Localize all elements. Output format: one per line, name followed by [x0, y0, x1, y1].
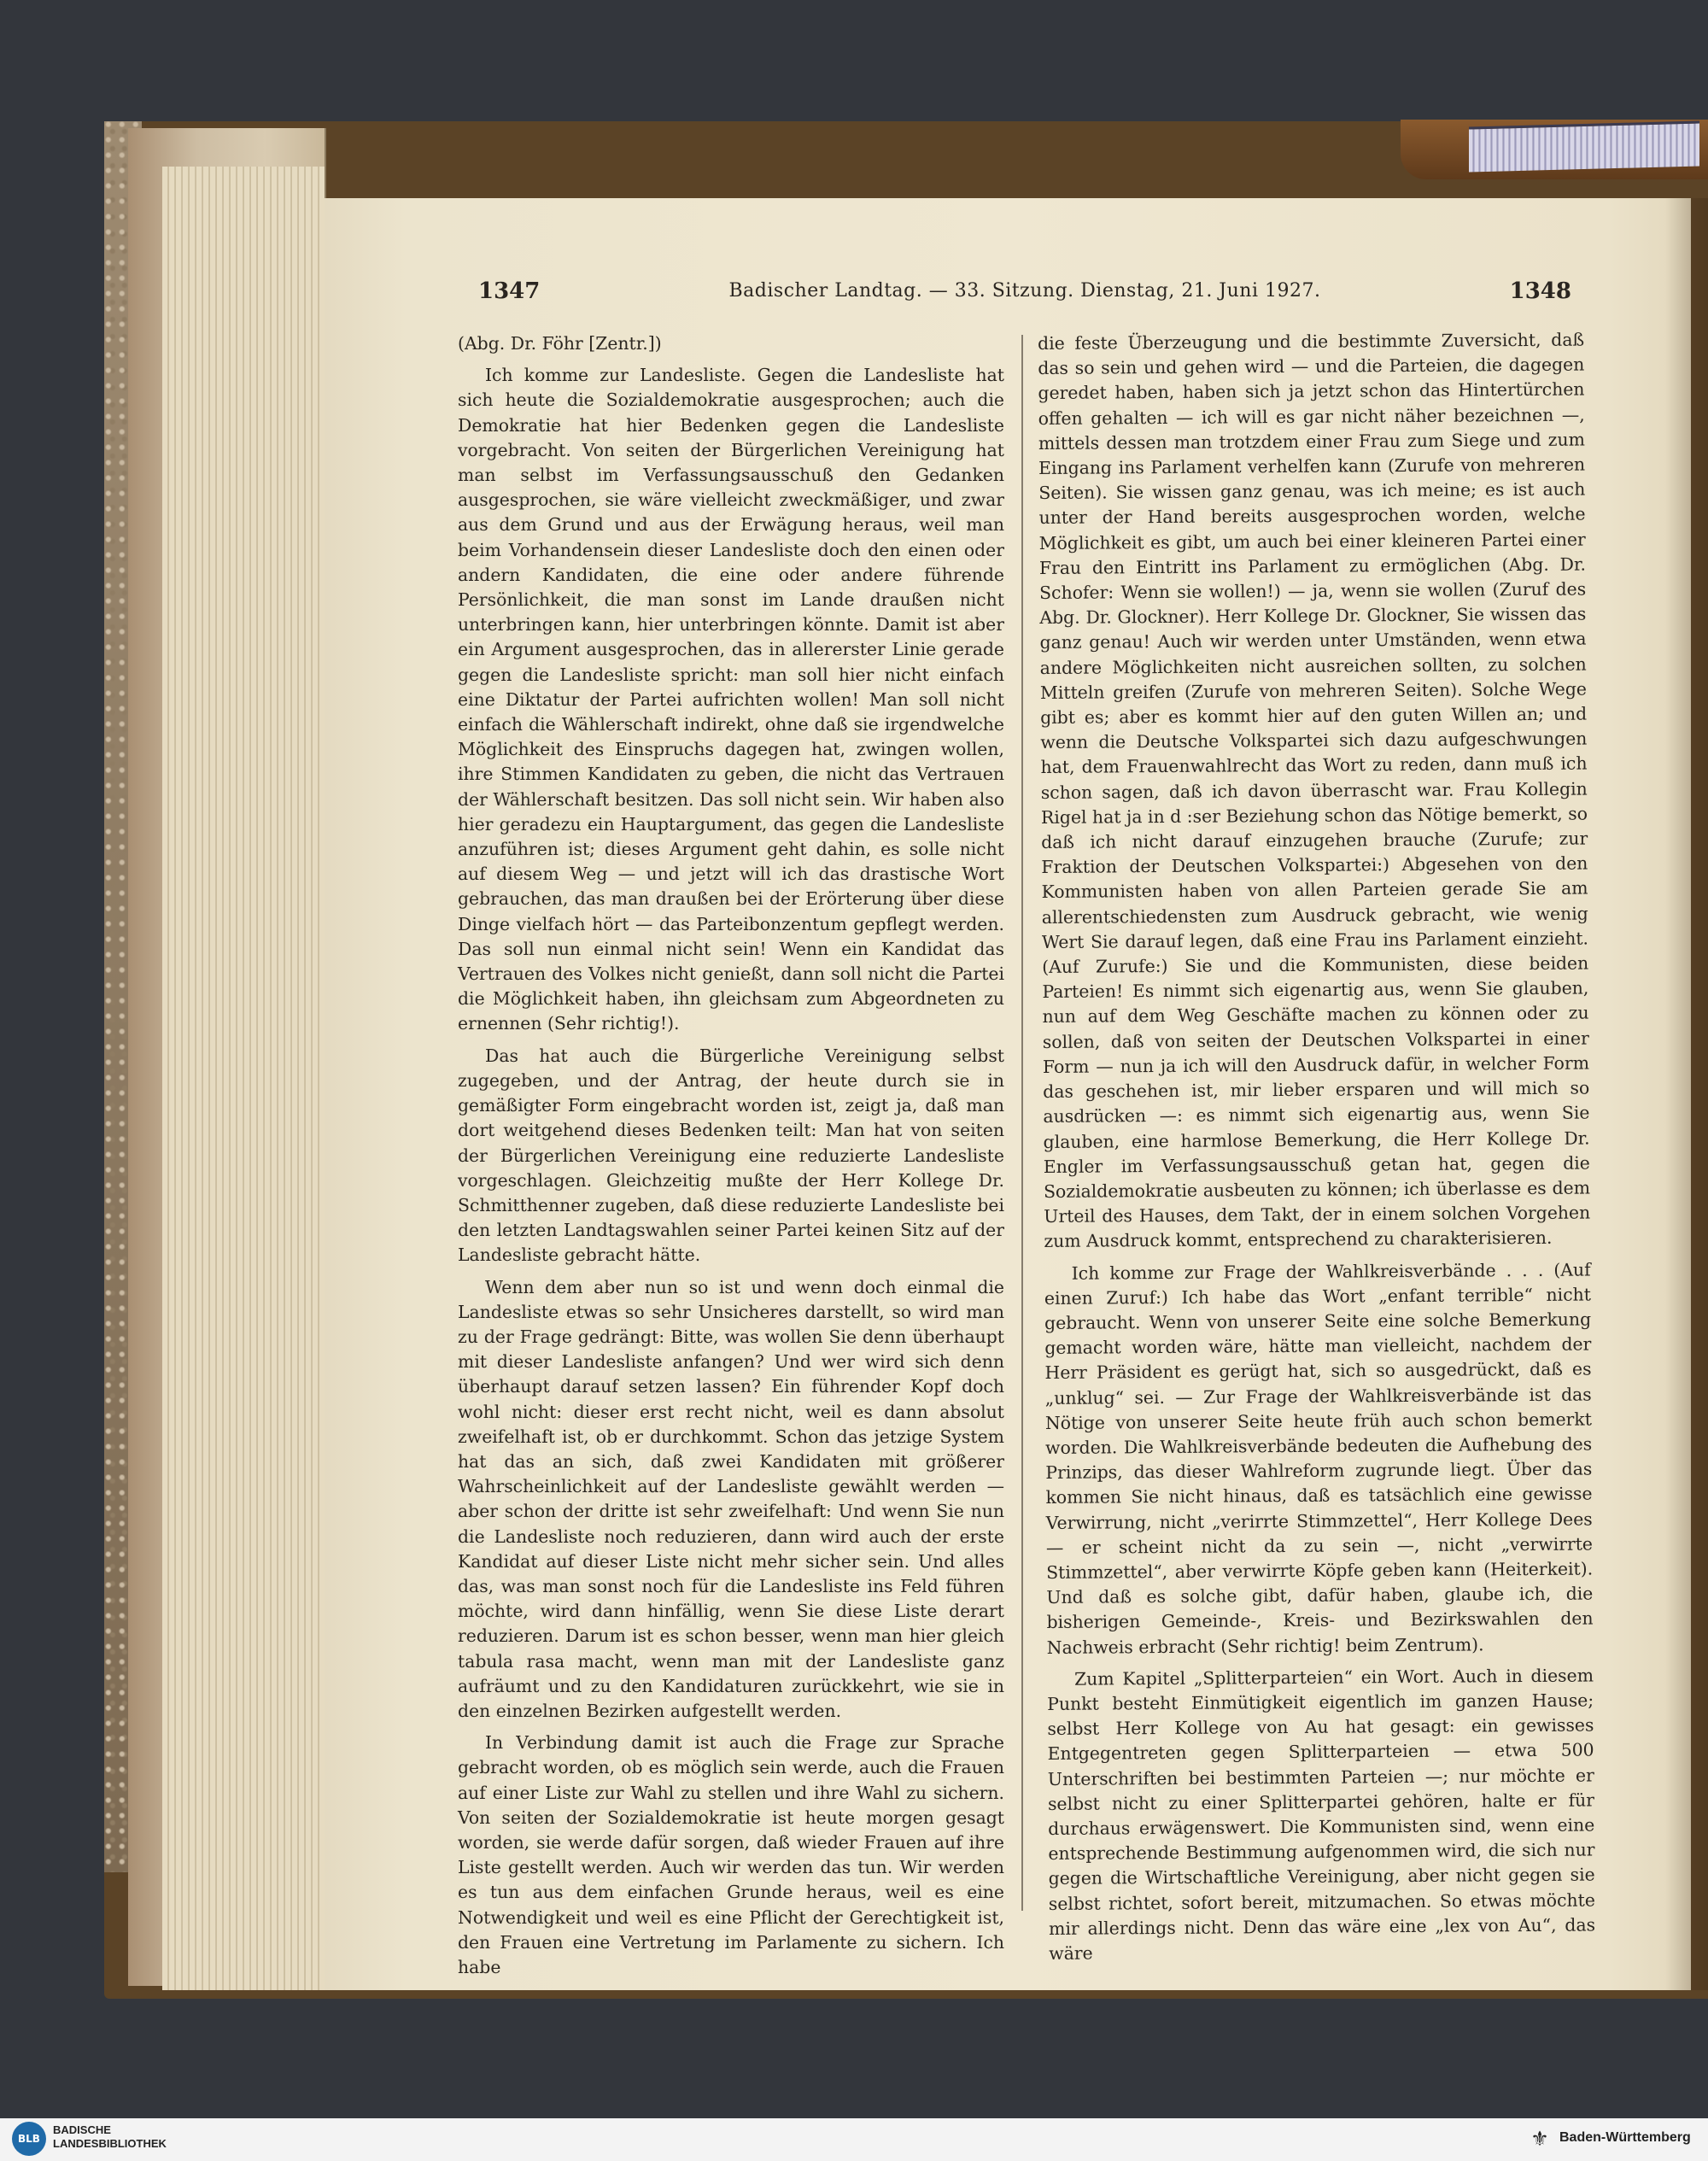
- paragraph: die feste Überzeugung und die bestimmte Zuversicht, daß das so sein und gehen wird — und die Parteien, die dagegen geredet haben, haben sich ja jetzt schon das Hintertürchen offen gehalten — ich will es gar nicht näher bezeichnen —, mittels dessen man trotzdem einer Frau zum Siege und zum Eingang ins Parlament verhelfen kann (Zurufe von mehreren Seiten). Sie wissen ganz genau, was ich meine; es ist auch unter der Hand bereits ausgesprochen worden, welche Möglichkeit es gibt, um auch bei einer kleineren Partei einer Frau den Eintritt ins Parlament zu ermöglichen (Abg. Dr. Schofer: Wenn sie wollen!) — ja, wenn sie wollen (Zuruf des Abg. Dr. Glockner). Herr Kollege Dr. Glockner, Sie wissen das ganz genau! Auch wir werden unter Umständen, wenn etwa andere Möglichkeiten nicht ausreichen sollten, zu solchen Mitteln greifen (Zurufe von mehreren Seiten). Solche Wege gibt es; aber es kommt hier auf den guten Willen an; und wenn die Deutsche Volkspartei sich dazu aufgeschwungen hat, dem Frauenwahlrecht das Wort zu reden, dann muß ich schon sagen, daß ich davon überrascht war. Frau Kollegin Rigel hat ja in d :ser Beziehung schon das Nötige bemerkt, so daß ich nicht darauf einzugehen brauche (Zurufe; zur Fraktion der Deutschen Volkspartei:) Abgesehen von den Kommunisten haben von allen Parteien gerade Sie am allerentschiedensten zum Ausdruck gebracht, wie wenig Wert Sie darauf legen, daß eine Frau ins Parlament einzieht. (Auf Zurufe:) Sie und die Kommunisten, diese beiden Parteien! Es nimmt sich eigenartig aus, wenn Sie glauben, nun auf dem Weg Geschäfte machen zu können oder zu sollen, daß von seiten der Deutschen Volkspartei in einer Form — nun ja ich will den Ausdruck dafür, in welcher Form das geschehen ist, mir lieber ersparen und will mich so ausdrücken —: es nimmt sich eigenartig aus, wenn Sie glauben, eine harmlose Bemerkung, die Herr Kollege Dr. Engler im Verfassungsausschuß getan hat, gegen die Sozialdemokratie ausbeuten zu können; ich überlasse es dem Urteil des Hauses, dem Takt, der in einem solchen Vorgehen zum Ausdruck kommt, entsprechend zu charakterisieren.: [1038, 329, 1591, 1252]
- paragraph: In Verbindung damit ist auch die Frage zur Sprache gebracht worden, ob es möglich sein werde, auch die Frauen auf einer Liste zur Wahl zu stellen und ihre Wahl zu sichern. Von seiten der Sozialdemokratie ist heute morgen gesagt worden, sie werde dafür sorgen, daß wieder Frauen auf ihre Liste gestellt werden. Auch wir werden das tun. Wir werden es tun aus dem einfachen Grunde heraus, weil es eine Notwendigkeit und weil es eine Pflicht der Gerechtigkeit ist, den Frauen eine Vertretung im Parlamente zu sichern. Ich habe: [458, 1732, 1004, 1977]
- running-title: Badischer Landtag. — 33. Sitzung. Dienstag, 21. Juni 1927.: [728, 280, 1321, 302]
- viewer-footer: [0, 2118, 1708, 2161]
- coat-of-arms-icon: ⚜: [1530, 2127, 1549, 2151]
- page-number-left: 1347: [478, 278, 541, 304]
- page-edge-ribbon: [1469, 120, 1699, 172]
- paragraph: Zum Kapitel „Splitterparteien“ ein Wort. Auch in diesem Punkt besteht Einmütigkeit eigentlich im ganzen Hause; selbst Herr Kollege von Au hat gesagt: ein gewisses Entgegentreten gegen Splitterparteien — etwa 500 Unterschriften bei bestimmten Parteien —; nur möchte er selbst nicht zu einer Splitterpartei gehören, halte er für durchaus erwägenswert. Die Kommunisten sind, wenn eine entsprechende Bestimmung aufgenommen wird, die sich nur gegen die Wirtschaftliche Vereinigung, aber nicht gegen sie selbst richtet, sofort bereit, mitzumachen. So etwas möchte mir allerdings nicht. Denn das wäre eine „lex von Au“, das wäre: [1047, 1665, 1596, 1964]
- state-label: Baden-Württemberg: [1559, 2130, 1691, 2145]
- paragraph: Ich komme zur Landesliste. Gegen die Landesliste hat sich heute die Sozialdemokratie ausgesprochen; auch die Demokratie hat hier Bedenken gegen die Landesliste vorgebracht. Von seiten der Bürgerlichen Vereinigung hat man selbst im Verfassungsausschuß den Gedanken ausgesprochen, sie wäre vielleicht zweckmäßiger, und zwar aus dem Grund und aus der Erwägung heraus, weil man beim Vorhandensein dieser Landesliste doch den einen oder andern Kandidaten, die eine oder andere führende Persönlichkeit, die man sonst im Lande draußen nicht unterbringen kann, hier unterbringen könnte. Damit ist aber ein Argument ausgesprochen, das in allererster Linie gerade gegen die Landesliste spricht: man soll hier nicht einfach eine Diktatur der Partei aufrichten wollen! Man soll nicht einfach die Wählerschaft indirekt, ohne daß sie irgendwelche Möglichkeit des Einspruchs dagegen hat, zwingen wollen, ihre Stimmen Kandidaten zu geben, die nicht das Vertrauen der Wählerschaft besitzen. Das soll nicht sein. Wir haben also hier geradezu ein Hauptargument, das gegen die Landesliste anzuführen ist; dieses Argument geht dahin, es solle nicht auf diesem Weg — und jetzt will ich das drastische Wort gebrauchen, das man draußen bei der Erörterung über diese Dinge vielfach hört — das Parteibonzentum gepflegt werden. Das soll nun einmal nicht sein! Wenn ein Kandidat das Vertrauen des Volkes nicht genießt, dann soll nicht die Partei die Möglichkeit haben, ihn gleichsam zum Abgeordneten zu ernennen (Sehr richtig!).: [458, 365, 1004, 1034]
- library-name: [53, 2123, 167, 2151]
- page-header: [478, 278, 1571, 313]
- page-number-right: 1348: [1509, 278, 1571, 304]
- paragraph: Ich komme zur Frage der Wahlkreisverbände . . . (Auf einen Zuruf:) Ich habe das Wort „enfant terrible“ nicht gebraucht. Wenn von unserer Seite eine solche Bemerkung gemacht worden wäre, hätte man vielleicht, nachdem der Herr Präsident es gerügt hat, sich so ausgedrückt, daß es „unklug“ sei. — Zur Frage der Wahlkreisverbände ist das Nötige von unserer Seite heute früh auch schon bemerkt worden. Die Wahlkreisverbände bedeuten die Aufhebung des Prinzips, das dieser Wahlreform zugrunde liegt. Über das kommen Sie nicht hinaus, daß es tatsächlich eine gewisse Verwirrung, nicht „verirrte Stimmzettel“, Herr Kollege Dees — er scheint nicht da zu sein —, nicht „verwirrte Stimmzettel“, aber verwirrte Köpfe geben kann (Heiterkeit). Und daß es solche gibt, dafür haben, glaube ich, die bisherigen Gemeinde-, Kreis- und Bezirkswahlen den Nachweis erbracht (Sehr richtig! beim Zentrum).: [1044, 1259, 1594, 1658]
- speaker-line: (Abg. Dr. Föhr [Zentr.]): [458, 333, 662, 354]
- paragraph: Wenn dem aber nun so ist und wenn doch einmal die Landesliste etwas so sehr Unsicheres darstellt, so wird man zu der Frage gedrängt: Bitte, was wollen Sie denn überhaupt mit dieser Landesliste anfangen? Und wer wird sich denn überhaupt darauf setzen lassen? Ein führender Kopf doch wohl nicht: dieser erst recht nicht, weil es dann absolut zweifelhaft ist, ob er durchkommt. Schon das jetzige System hat das an sich, daß zwei Kandidaten mit größerer Wahrscheinlichkeit auf der Landesliste gewählt werden — aber schon der dritte ist sehr zweifelhaft: Und wenn Sie nun die Landesliste noch reduzieren, dann wird auch der erste Kandidat auf dieser Liste nicht mehr sicher sein. Und alles das, was man sonst noch für die Landesliste ins Feld führen möchte, wird dann hinfällig, wenn Sie diese Liste derart reduzieren. Darum ist es schon besser, wenn man hier gleich tabula rasa macht, wenn man mit der Landesliste ganz aufräumt und zu den Kandidaturen zurückkehrt, wie sie in den einzelnen Bezirken aufgestellt werden.: [458, 1276, 1004, 1721]
- library-name-line2: LANDESBIBLIOTHEK: [53, 2137, 167, 2150]
- library-name-line1: BADISCHE: [53, 2123, 111, 2136]
- column-divider: [1021, 335, 1023, 1911]
- paragraph: Das hat auch die Bürgerliche Vereinigung selbst zugegeben, und der Antrag, der heute durch sie in gemäßigter Form eingebracht worden ist, zeigt ja, daß man dort weitgehend dieses Bedenken teilt: Man hat von seiten der Bürgerlichen Vereinigung eine reduzierte Landesliste vorgeschlagen. Gleichzeitig mußte der Herr Kollege Dr. Schmitthenner zugeben, daß diese reduzierte Landesliste bei den letzten Landtagswahlen seiner Partei keinen Sitz auf der Landesliste gebracht hätte.: [458, 1045, 1004, 1266]
- left-column: [458, 331, 1004, 1987]
- right-column: [1038, 328, 1595, 1974]
- page-leaves: [162, 167, 325, 1990]
- blb-logo[interactable]: BLB: [12, 2122, 46, 2156]
- gutter-shadow: [1665, 198, 1708, 1990]
